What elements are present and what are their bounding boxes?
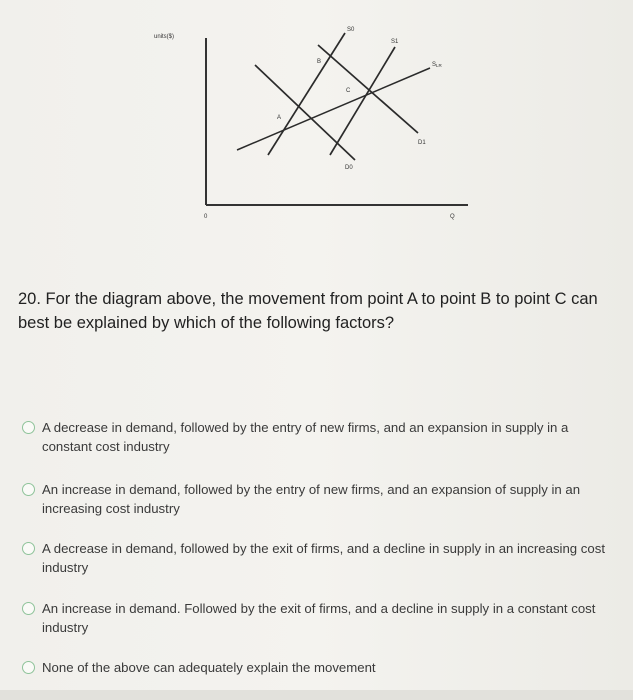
option-5[interactable]	[22, 658, 622, 677]
option-label: An increase in demand. Followed by the exit of firms, and a decline in supply in a constant cost industry	[42, 601, 596, 635]
supply-curve-s0	[268, 33, 345, 155]
demand-curve-d0	[255, 65, 355, 160]
option-label: A decrease in demand, followed by the exit of firms, and a decline in supply in an increasing cost industry	[42, 541, 605, 575]
x-axis-label: Q	[450, 214, 455, 220]
radio-icon[interactable]	[22, 602, 35, 615]
radio-icon[interactable]	[22, 421, 35, 434]
radio-icon[interactable]	[22, 661, 35, 674]
radio-icon[interactable]	[22, 483, 35, 496]
question-text: For the diagram above, the movement from point A to point B to point C can best be explained by which of the following factors?	[18, 290, 598, 332]
radio-icon[interactable]	[22, 542, 35, 555]
bottom-edge	[0, 690, 633, 700]
label-d1: D1	[418, 140, 426, 146]
label-slr: SLR	[432, 62, 442, 68]
point-a-label: A	[277, 115, 282, 121]
point-c-label: C	[346, 88, 351, 94]
y-axis-label: units($)	[154, 34, 175, 40]
question-number: 20.	[18, 290, 41, 308]
option-label: None of the above can adequately explain the movement	[42, 660, 376, 675]
option-2[interactable]	[22, 480, 622, 518]
question	[18, 287, 618, 335]
demand-curve-d1	[318, 45, 418, 133]
option-label: An increase in demand, followed by the entry of new firms, and an expansion of supply in an increasing cost industry	[42, 482, 581, 516]
label-s0: S0	[347, 27, 355, 33]
option-1[interactable]	[22, 418, 622, 456]
option-4[interactable]	[22, 599, 622, 637]
origin-label: 0	[204, 214, 208, 220]
supply-curve-long-run	[237, 68, 430, 150]
point-b-label: B	[317, 59, 322, 65]
supply-demand-diagram	[0, 0, 633, 240]
label-d0: D0	[345, 165, 353, 171]
option-label: A decrease in demand, followed by the entry of new firms, and an expansion in supply in a constant cost industry	[42, 420, 569, 454]
label-s1: S1	[391, 39, 399, 45]
option-3[interactable]	[22, 539, 622, 577]
